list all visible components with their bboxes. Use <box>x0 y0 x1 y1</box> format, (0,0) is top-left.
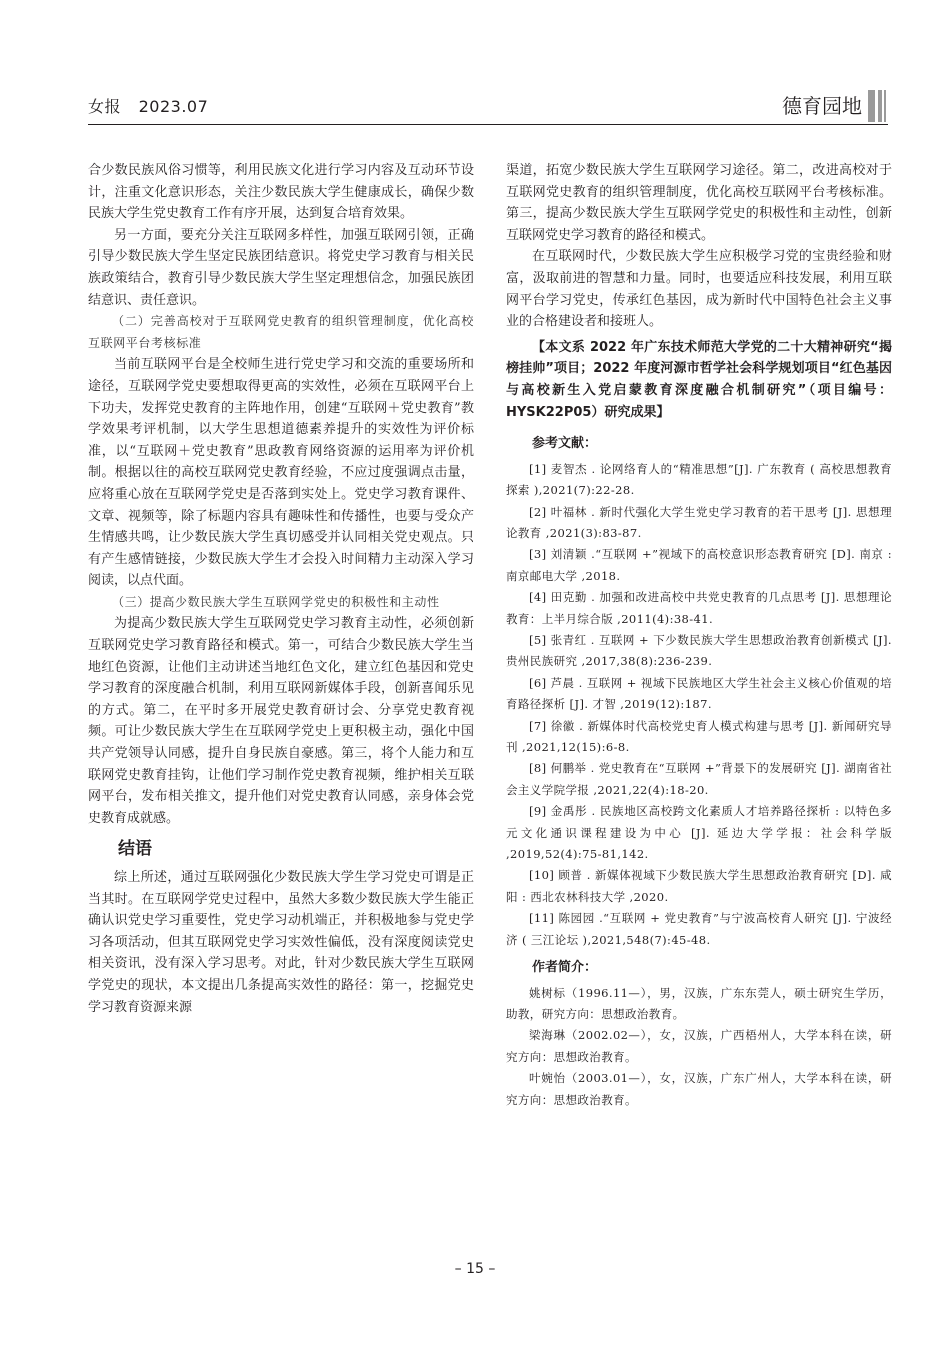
reference-list <box>506 459 892 951</box>
reference-item: [1] 麦智杰 . 论网络育人的“精准思想”[J]. 广东教育 ( 高校思想教育探索 ),2021(7):22-28. <box>506 461 892 498</box>
section-title: 德育园地 <box>782 94 862 118</box>
references-heading: 参考文献： <box>532 436 598 452</box>
author-list <box>506 983 892 1111</box>
subheading: （三）提高少数民族大学生互联网学党史的积极性和主动性 <box>112 594 440 609</box>
right-column <box>506 160 892 1111</box>
running-header <box>88 94 208 117</box>
paragraph: 为提高少数民族大学生互联网党史学习教育主动性，必须创新互联网党史学习教育路径和模式。第一，可结合少数民族大学生当地红色资源，让他们主动讲述当地红色文化，建立红色基因和党史学习教育的深度融合机制，利用互联网新媒体手段，创新喜闻乐见的方式。第二，在平时多开展党史教育研讨会、分享党史教育视频。可让少数民族大学生在互联网学党史上更积极主动，强化中国共产党领导认同感，提升自身民族自豪感。第三，将个人能力和互联网党史教育挂钩，让他们学习制作党史教育视频，维护相关互联网平台，发布相关推文，提升他们对党史教育认同感，亲身体会党史教育成就感。 <box>88 616 474 826</box>
paragraph: 综上所述，通过互联网强化少数民族大学生学习党史可谓是正当其时。在互联网学党史过程中，虽然大多数少数民族大学生能正确认识党史学习重要性，党史学习动机端正，并积极地参与党史学习各项活动，但其互联网党史学习实效性偏低，没有深度阅读党史相关资讯，没有深入学习思考。对此，针对少数民族大学生互联网学党史的现状，本文提出几条提高实效性的路径：第一，挖掘党史学习教育资源来源 <box>88 870 474 1015</box>
funding-note: 【本文系 2022 年广东技术师范大学党的二十大精神研究“揭榜挂帅”项目；2022 年度河源市哲学社会科学规划项目“红色基因与高校新生入党启蒙教育深度融合机制研究”（项目编号：HYSK22P05）研究成果】 <box>506 339 892 420</box>
reference-item: [7] 徐徽 . 新媒体时代高校党史育人模式构建与思考 [J]. 新闻研究导刊 ,2021,12(15):6-8. <box>506 718 892 754</box>
header-divider <box>88 124 888 125</box>
paragraph: 渠道，拓宽少数民族大学生互联网学习途径。第二，改进高校对于互联网党史教育的组织管理制度，优化高校互联网平台考核标准。第三，提高少数民族大学生互联网学党史的积极性和主动性，创新互联网党史学习教育的路径和模式。 <box>506 163 892 243</box>
issue-date: 2023.07 <box>138 97 209 116</box>
subheading: （二）完善高校对于互联网党史教育的组织管理制度，优化高校互联网平台考核标准 <box>88 314 474 350</box>
reference-item: [4] 田克勤 . 加强和改进高校中共党史教育的几点思考 [J]. 思想理论教育：上半月综合版 ,2011(4):38-41. <box>506 590 892 626</box>
paragraph: 在互联网时代，少数民族大学生应积极学习党的宝贵经验和财富，汲取前进的智慧和力量。同时，也要适应科技发展，利用互联网平台学习党史，传承红色基因，成为新时代中国特色社会主义事业的合格建设者和接班人。 <box>506 249 892 330</box>
paragraph: 另一方面，要充分关注互联网多样性，加强互联网引领，正确引导少数民族大学生坚定民族团结意识。将党史学习教育与相关民族政策结合，教育引导少数民族大学生坚定理想信念，加强民族团结意识、责任意识。 <box>88 227 474 308</box>
reference-item: [5] 张青红 . 互联网 + 下少数民族大学生思想政治教育创新模式 [J]. 贵州民族研究 ,2017,38(8):236-239. <box>506 632 892 669</box>
page-number: – 15 – <box>454 1261 496 1277</box>
paragraph: 当前互联网平台是全校师生进行党史学习和交流的重要场所和途径，互联网学党史要想取得更高的实效性，必须在互联网平台上下功夫，发挥党史教育的主阵地作用，创建“互联网＋党史教育”教学效果考评机制，以大学生思想道德素养提升的实效性为评价标准，以“互联网＋党史教育”思政教育网络资源的运用率为评价机制。根据以往的高校互联网党史教育经验，不应过度强调点击量，应将重心放在互联网学党史是否落到实处上。党史学习教育课件、文章、视频等，除了标题内容具有趣味性和传播性，也要与受众产生情感共鸣，让少数民族大学生真切感受并认同相关党史观点。只有产生感情链接，少数民族大学生才会投入时间精力主动深入学习阅读，以点代面。 <box>88 357 474 589</box>
reference-item: [6] 芦晨 . 互联网 + 视域下民族地区大学生社会主义核心价值观的培育路径探析 [J]. 才智 ,2019(12):187. <box>506 675 892 712</box>
authors-heading: 作者简介： <box>532 960 598 976</box>
journal-name: 女报 <box>88 97 122 116</box>
author-bio: 姚树标（1996.11—），男，汉族，广东东莞人，硕士研究生学历，助教，研究方向：思想政治教育。 <box>506 985 892 1022</box>
conclusion-heading: 结语 <box>118 839 152 860</box>
reference-item: [3] 刘清颖 .“互联网 +”视域下的高校意识形态教育研究 [D]. 南京 : 南京邮电大学 ,2018. <box>506 547 892 583</box>
reference-item: [11] 陈园园 .“互联网 + 党史教育”与宁波高校育人研究 [J]. 宁波经济 ( 三江论坛 ),2021,548(7):45-48. <box>506 911 892 947</box>
reference-item: [10] 顾普 . 新媒体视域下少数民族大学生思想政治教育研究 [D]. 咸阳 : 西北农林科技大学 ,2020. <box>506 868 892 904</box>
left-column <box>88 160 474 1018</box>
paragraph: 合少数民族风俗习惯等，利用民族文化进行学习内容及互动环节设计，注重文化意识形态，关注少数民族大学生健康成长，确保少数民族大学生党史教育工作有序开展，达到复合培育效果。 <box>88 163 474 222</box>
author-bio: 梁海琳（2002.02—），女，汉族，广西梧州人，大学本科在读，研究方向：思想政治教育。 <box>506 1028 892 1064</box>
reference-item: [8] 何鹏举 . 党史教育在“互联网 +”背景下的发展研究 [J]. 湖南省社会主义学院学报 ,2021,22(4):18-20. <box>506 761 892 797</box>
author-bio: 叶婉怡（2003.01—），女，汉族，广东广州人，大学本科在读，研究方向：思想政治教育。 <box>506 1071 892 1107</box>
reference-item: [9] 金禹彤 . 民族地区高校跨文化素质人才培养路径探析 : 以特色多元文化通识课程建设为中心 [J]. 延边大学学报：社会科学版 ,2019,52(4):75-81,142. <box>506 804 892 862</box>
reference-item: [2] 叶福林 . 新时代强化大学生党史学习教育的若干思考 [J]. 思想理论教育 ,2021(3):83-87. <box>506 504 892 540</box>
section-tab-marker <box>868 90 888 122</box>
